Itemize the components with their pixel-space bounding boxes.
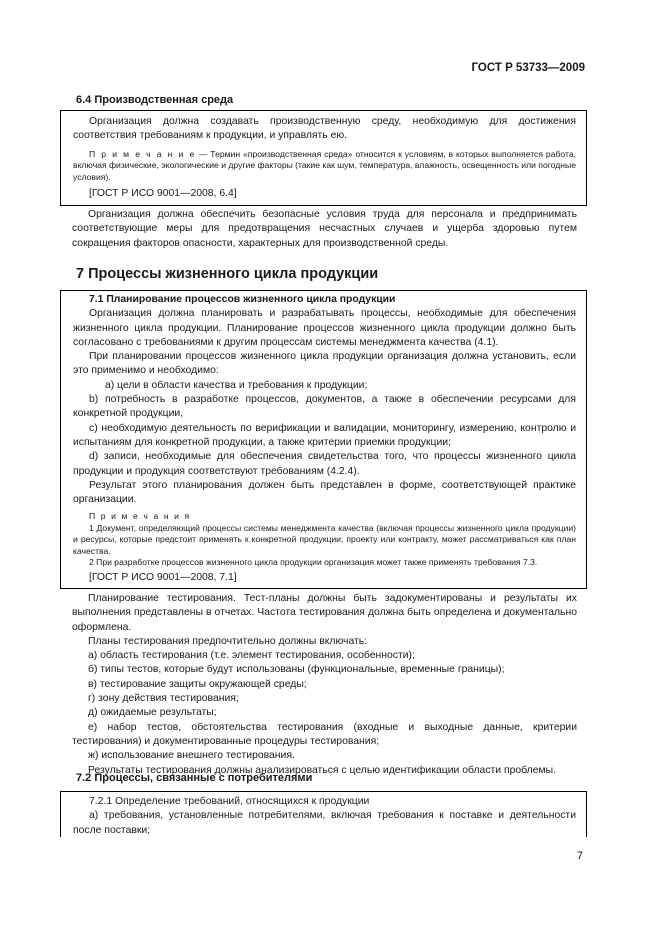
- section-7-1-heading: 7.1 Планирование процессов жизненного цикла продукции: [89, 294, 396, 305]
- testing-item-e: е) набор тестов, обстоятельства тестирования (входные и выходные данные, критерии тестирования) и документированные процедуры тестирования;: [72, 721, 577, 747]
- section-6-4-box-text: Организация должна создавать производственную среду, необходимую для достижения соответствия требованиям к продукции, и управлять ею.: [73, 116, 576, 142]
- testing-p2: Планы тестирования предпочтительно должны включать:: [88, 635, 368, 647]
- section-7-1-p2: При планировании процессов жизненного цикла продукции организация должна установить, если это применимо и необходимо:: [73, 351, 576, 377]
- testing-item-g: г) зону действия тестирования;: [88, 693, 239, 705]
- testing-item-zh: ж) использование внешнего тестирования.: [88, 750, 295, 762]
- section-7-1-item-d: d) записи, необходимые для обеспечения свидетельства того, что процессы жизненного цикла продукции и продукция соответствуют требованиям (4.2.4).: [73, 451, 576, 477]
- testing-item-d: д) ожидаемые результаты;: [88, 707, 217, 719]
- section-7-1-item-b: b) потребность в разработке процессов, документов, а также в обеспечении ресурсами для конкретной продукции,: [73, 394, 576, 420]
- section-7-1-frame: [60, 290, 587, 589]
- page-number: 7: [576, 850, 583, 862]
- section-7-2-1-heading: 7.2.1 Определение требований, относящихся к продукции: [89, 796, 370, 807]
- section-7-1-notes-label: П р и м е ч а н и я: [89, 511, 191, 522]
- testing-item-a: а) область тестирования (т.е. элемент тестирования, особенности);: [88, 650, 415, 662]
- note-label: П р и м е ч а н и е: [89, 148, 196, 159]
- testing-p3: Результаты тестирования должны анализироваться с целью идентификации области проблемы.: [88, 764, 556, 776]
- section-7-1-ref: [ГОСТ Р ИСО 9001—2008, 7.1]: [89, 571, 237, 583]
- section-6-4-ref: [ГОСТ Р ИСО 9001—2008, 6.4]: [89, 188, 237, 200]
- section-7-1-note-2: 2 При разработке процессов жизненного цикла продукции организация может также применять требования 7.3.: [89, 557, 538, 568]
- testing-item-v: в) тестирование защиты окружающей среды;: [88, 678, 307, 690]
- section-7-1-p3: Результат этого планирования должен быть представлен в форме, соответствующей практике организации.: [73, 479, 576, 506]
- section-6-4-frame: [60, 110, 587, 206]
- section-7-2-1-item-a: а) требования, установленные потребителями, включая требования к поставке и деятельности после поставки;: [73, 810, 576, 836]
- section-6-4-note: [73, 149, 576, 184]
- testing-block: [60, 592, 587, 778]
- section-7-1-p1: Организация должна планировать и разрабатывать процессы, необходимые для обеспечения жизненного цикла продукции. Планирование процессов жизненного цикла продукции должно быть согласовано с требованиями к другим процессам системы менеджмента качества (4.1).: [73, 308, 576, 348]
- section-6-4-after: [60, 208, 587, 251]
- standard-number: ГОСТ Р 53733—2009: [471, 62, 585, 74]
- section-7-2-frame: [60, 791, 587, 837]
- section-7-2-heading: 7.2 Процессы, связанные с потребителями: [76, 772, 313, 784]
- testing-p1: Планирование тестирования. Тест-планы должны быть задокументированы и результаты их выполнения представлены в отчетах. Частота тестирования должна быть определена и документально оформлена.: [72, 593, 577, 633]
- testing-item-b: б) типы тестов, которые будут использованы (функциональные, временные границы);: [88, 664, 505, 676]
- section-6-4-heading: 6.4 Производственная среда: [76, 94, 234, 106]
- section-7-1-note-1: 1 Документ, определяющий процессы системы менеджмента качества (включая процессы жизненного цикла продукции) и ресурсы, которые предстоит применять к конкретной продукции, проекту или контракту, может рассматриваться как план качества.: [73, 522, 576, 556]
- section-6-4-after-text: Организация должна обеспечить безопасные условия труда для персонала и предпринимать соответствующие меры для предотвращения несчастных случаев и ущерба здоровью путем сокращения факторов опасности, характерных для производственной среды.: [72, 209, 577, 249]
- section-7-1-item-c: c) необходимую деятельность по верификации и валидации, мониторингу, измерению, контролю и испытаниям для конкретной продукции, а также критерии приемки продукции;: [73, 422, 576, 448]
- note-text: — Термин «производственная среда» относится к условиям, в которых выполняется работа, включая физические, экологические и другие факторы (такие как шум, температура, влажность, освещенность или погодные условия).: [73, 148, 576, 182]
- chapter-7-heading: 7 Процессы жизненного цикла продукции: [76, 266, 379, 282]
- section-7-1-item-a: а) цели в области качества и требования к продукции;: [105, 379, 368, 391]
